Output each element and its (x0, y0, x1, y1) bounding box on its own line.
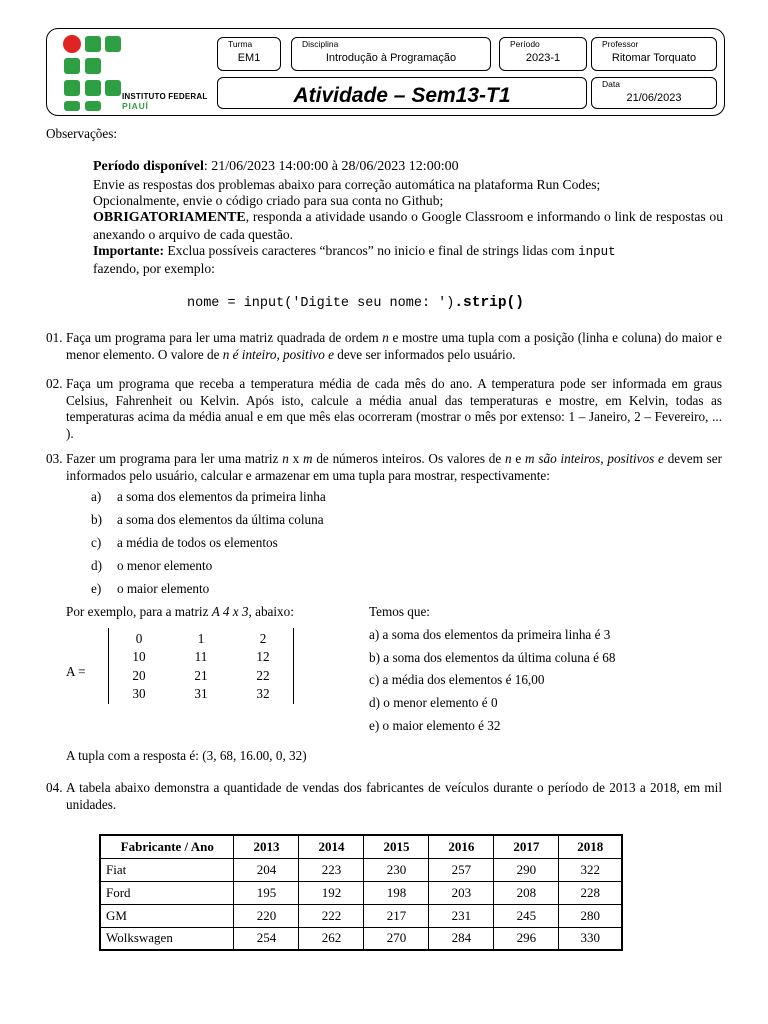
logo-square (64, 101, 80, 111)
table-row (100, 927, 622, 950)
result-e (369, 718, 500, 734)
example-intro (66, 604, 294, 620)
sales-table (99, 834, 623, 951)
table-header-cell: 2018 (559, 835, 622, 858)
q03-number: 03. (46, 451, 63, 466)
list-marker: a) (369, 627, 380, 642)
obrig-bold: OBRIGATORIAMENTE (93, 210, 246, 225)
code-main: nome = input('Digite seu nome: ') (187, 296, 455, 311)
matrix-cell: 31 (194, 686, 208, 701)
importante-code: input (578, 245, 616, 259)
sales-cell: 208 (494, 881, 559, 904)
periodo-disponivel (93, 159, 459, 175)
table-row (100, 904, 622, 927)
list-text: o maior elemento é 32 (382, 718, 501, 733)
importante-bold: Importante: (93, 243, 164, 258)
list-text: o menor elemento (117, 558, 213, 573)
q01-var-n: n (382, 330, 389, 345)
list-text: a soma dos elementos da primeira linha é 3 (382, 627, 611, 642)
sales-cell: 296 (494, 927, 559, 950)
q01-text (66, 330, 722, 363)
sales-cell: 204 (234, 858, 299, 881)
result-b (369, 650, 615, 666)
table-row (100, 858, 622, 881)
list-text: a média de todos os elementos (117, 535, 278, 550)
logo-square (85, 101, 101, 111)
periodo-box (499, 37, 587, 71)
q01-var-n2: n é inteiro, positivo e (222, 346, 334, 362)
matrix-cell: 0 (135, 631, 143, 646)
q03-text-c: devem ser informados pelo usuário, calcular e armazenar em uma tupla para mostrar, respectivamente: (66, 451, 723, 483)
matrix-right-bar (293, 628, 294, 704)
q03-text-a: Fazer um programa para ler uma matriz (66, 451, 283, 466)
title-box (217, 77, 587, 109)
list-marker: e) (369, 718, 380, 733)
logo-square (105, 80, 121, 96)
data-label: Data (602, 79, 620, 89)
document-header (46, 28, 725, 116)
turma-label: Turma (228, 39, 253, 49)
list-text: a soma dos elementos da primeira linha (117, 489, 326, 504)
sales-cell: 290 (494, 858, 559, 881)
periodo-value: 2023-1 (525, 52, 561, 64)
logo-square (64, 80, 80, 96)
table-header-cell: 2014 (299, 835, 364, 858)
sales-cell: 284 (429, 927, 494, 950)
sales-cell: 245 (494, 904, 559, 927)
table-header-cell: 2015 (364, 835, 429, 858)
data-box (591, 77, 717, 109)
list-marker: b) (91, 512, 102, 527)
sales-cell: 254 (234, 927, 299, 950)
matrix-cell: 32 (256, 686, 270, 701)
logo-red-circle (63, 35, 81, 53)
sales-cell: 192 (299, 881, 364, 904)
obrig-text: , responda a atividade usando o Google Classroom e informando o link de respostas ou anexando o arquivo de cada questão. (93, 209, 723, 242)
q03-item-c (91, 535, 278, 551)
logo-square (64, 58, 80, 74)
manufacturer-cell: Fiat (100, 858, 234, 881)
institution-logo (63, 35, 208, 111)
data-value: 21/06/2023 (626, 92, 682, 104)
disciplina-label: Disciplina (302, 39, 339, 49)
runcodes-line: Envie as respostas dos problemas abaixo para correção automática na plataforma Run Codes; (93, 177, 601, 192)
list-text: o menor elemento é 0 (383, 695, 498, 710)
logo-square (85, 58, 101, 74)
matrix-cell: 30 (132, 686, 146, 701)
q03-text-b: de números inteiros. Os valores de (312, 451, 505, 466)
q03-var-n-2: n (504, 451, 512, 466)
list-text: a soma dos elementos da última coluna (117, 512, 324, 527)
list-marker: d) (369, 695, 380, 710)
q03-var-n: n (282, 451, 289, 466)
importante-line2: fazendo, por exemplo: (93, 261, 215, 276)
table-header-cell: 2016 (429, 835, 494, 858)
matrix-cell: 10 (132, 649, 146, 664)
importante-line (93, 243, 616, 259)
professor-value: Ritomar Torquato (611, 52, 697, 64)
table-header-cell: 2017 (494, 835, 559, 858)
sales-cell: 203 (429, 881, 494, 904)
sales-cell: 198 (364, 881, 429, 904)
sales-cell: 222 (299, 904, 364, 927)
obrigatoriamente-paragraph (93, 209, 723, 243)
logo-square (85, 80, 101, 96)
list-marker: a) (91, 489, 102, 504)
list-marker: b) (369, 650, 380, 665)
professor-label: Professor (602, 39, 639, 49)
sales-cell: 195 (234, 881, 299, 904)
matrix-label: A = (66, 664, 86, 679)
q03-text-x: x (288, 451, 303, 466)
q03-item-d (91, 558, 212, 574)
list-marker: d) (91, 558, 102, 573)
periodo-text: : 21/06/2023 14:00:00 à 28/06/2023 12:00:00 (203, 159, 459, 174)
q01-number: 01. (46, 330, 63, 345)
q04-number: 04. (46, 780, 63, 795)
table-row (100, 881, 622, 904)
table-header-row (100, 835, 622, 858)
page-title: Atividade – Sem13-T1 (293, 84, 511, 107)
result-d (369, 695, 498, 711)
table-body (100, 858, 622, 950)
code-strip: .strip() (454, 295, 524, 311)
institution-name: INSTITUTO FEDERAL (122, 92, 208, 101)
sales-cell: 262 (299, 927, 364, 950)
q03-var-m: m (303, 451, 313, 466)
table-header-cell: Fabricante / Ano (100, 835, 234, 858)
matrix-cell: 1 (197, 631, 205, 646)
q03-text-e: e (511, 451, 526, 466)
q04-text: A tabela abaixo demonstra a quantidade de vendas dos fabricantes de veículos durante o período de 2013 a 2018, em mil unidades. (66, 780, 722, 812)
matrix-cell: 11 (194, 649, 208, 664)
example-matrix-name: A 4 x 3 (211, 604, 249, 619)
logo-square (85, 36, 101, 52)
github-line: Opcionalmente, envie o código criado para sua conta no Github; (93, 193, 444, 208)
list-marker: c) (91, 535, 102, 550)
example-intro-end: , abaixo: (248, 604, 294, 619)
sales-cell: 257 (429, 858, 494, 881)
institution-state: PIAUÍ (122, 101, 149, 111)
q03-var-m2: m são inteiros, positivos e (525, 451, 664, 466)
result-c (369, 672, 544, 688)
matrix-cell: 20 (132, 668, 146, 683)
matrix-cell: 21 (194, 668, 208, 683)
sales-cell: 280 (559, 904, 622, 927)
periodo-bold: Período disponível (93, 159, 204, 174)
matrix-cell: 2 (259, 631, 267, 646)
q03-item-e (91, 581, 209, 597)
sales-cell: 220 (234, 904, 299, 927)
sales-cell: 217 (364, 904, 429, 927)
matrix-cell: 22 (256, 668, 270, 683)
turma-value: EM1 (237, 52, 261, 64)
q01-text-c: deve ser informados pelo usuário. (333, 346, 516, 362)
table-header-cell: 2013 (234, 835, 299, 858)
disciplina-value: Introdução à Programação (325, 52, 457, 64)
matrix-cell: 12 (256, 649, 270, 664)
sales-cell: 330 (559, 927, 622, 950)
disciplina-box (291, 37, 491, 71)
tuple-answer: A tupla com a resposta é: (3, 68, 16.00, 0, 32) (66, 748, 307, 763)
observacoes-heading: Observações: (46, 126, 118, 141)
sales-cell: 270 (364, 927, 429, 950)
list-marker: c) (369, 672, 380, 687)
list-text: a média dos elementos é 16,00 (382, 672, 545, 687)
sales-cell: 228 (559, 881, 622, 904)
q03-item-b (91, 512, 324, 528)
q02-number: 02. (46, 376, 63, 391)
result-a (369, 627, 610, 643)
list-marker: e) (91, 581, 102, 596)
manufacturer-cell: Wolkswagen (100, 927, 234, 950)
q03-text (66, 451, 722, 484)
q03-item-a (91, 489, 326, 505)
matrix-left-bar (108, 628, 109, 704)
sales-cell: 231 (429, 904, 494, 927)
turma-box (217, 37, 281, 71)
q01-text-a: Faça um programa para ler uma matriz quadrada de ordem (66, 330, 383, 345)
periodo-label: Período (510, 39, 540, 49)
importante-text: Exclua possíveis caracteres “brancos” no inicio e final de strings lidas com (163, 243, 579, 258)
sales-cell: 223 (299, 858, 364, 881)
logo-square (105, 36, 121, 52)
sales-cell: 322 (559, 858, 622, 881)
q02-text: Faça um programa que receba a temperatura média de cada mês do ano. A temperatura pode ser informada em graus Celsius, Fahrenheit ou Kelvin. Após isto, calcule a média anual das temperaturas e mostre, em Kelvin, todas as temperaturas acima da média anual e em que mês elas ocorreram (mostrar o mês por extenso: 1 – Janeiro, 2 – Fevereiro, ... ). (66, 376, 722, 441)
example-intro-text: Por exemplo, para a matriz (66, 604, 212, 619)
q01-text-b: e mostre uma tupla com a posição (linha e coluna) do maior e menor elemento. O valore de (66, 330, 722, 362)
professor-box (591, 37, 717, 71)
list-text: a soma dos elementos da última coluna é 68 (383, 650, 616, 665)
sales-cell: 230 (364, 858, 429, 881)
manufacturer-cell: GM (100, 904, 234, 927)
list-text: o maior elemento (117, 581, 210, 596)
results-heading: Temos que: (369, 604, 430, 619)
code-example (187, 295, 524, 311)
manufacturer-cell: Ford (100, 881, 234, 904)
